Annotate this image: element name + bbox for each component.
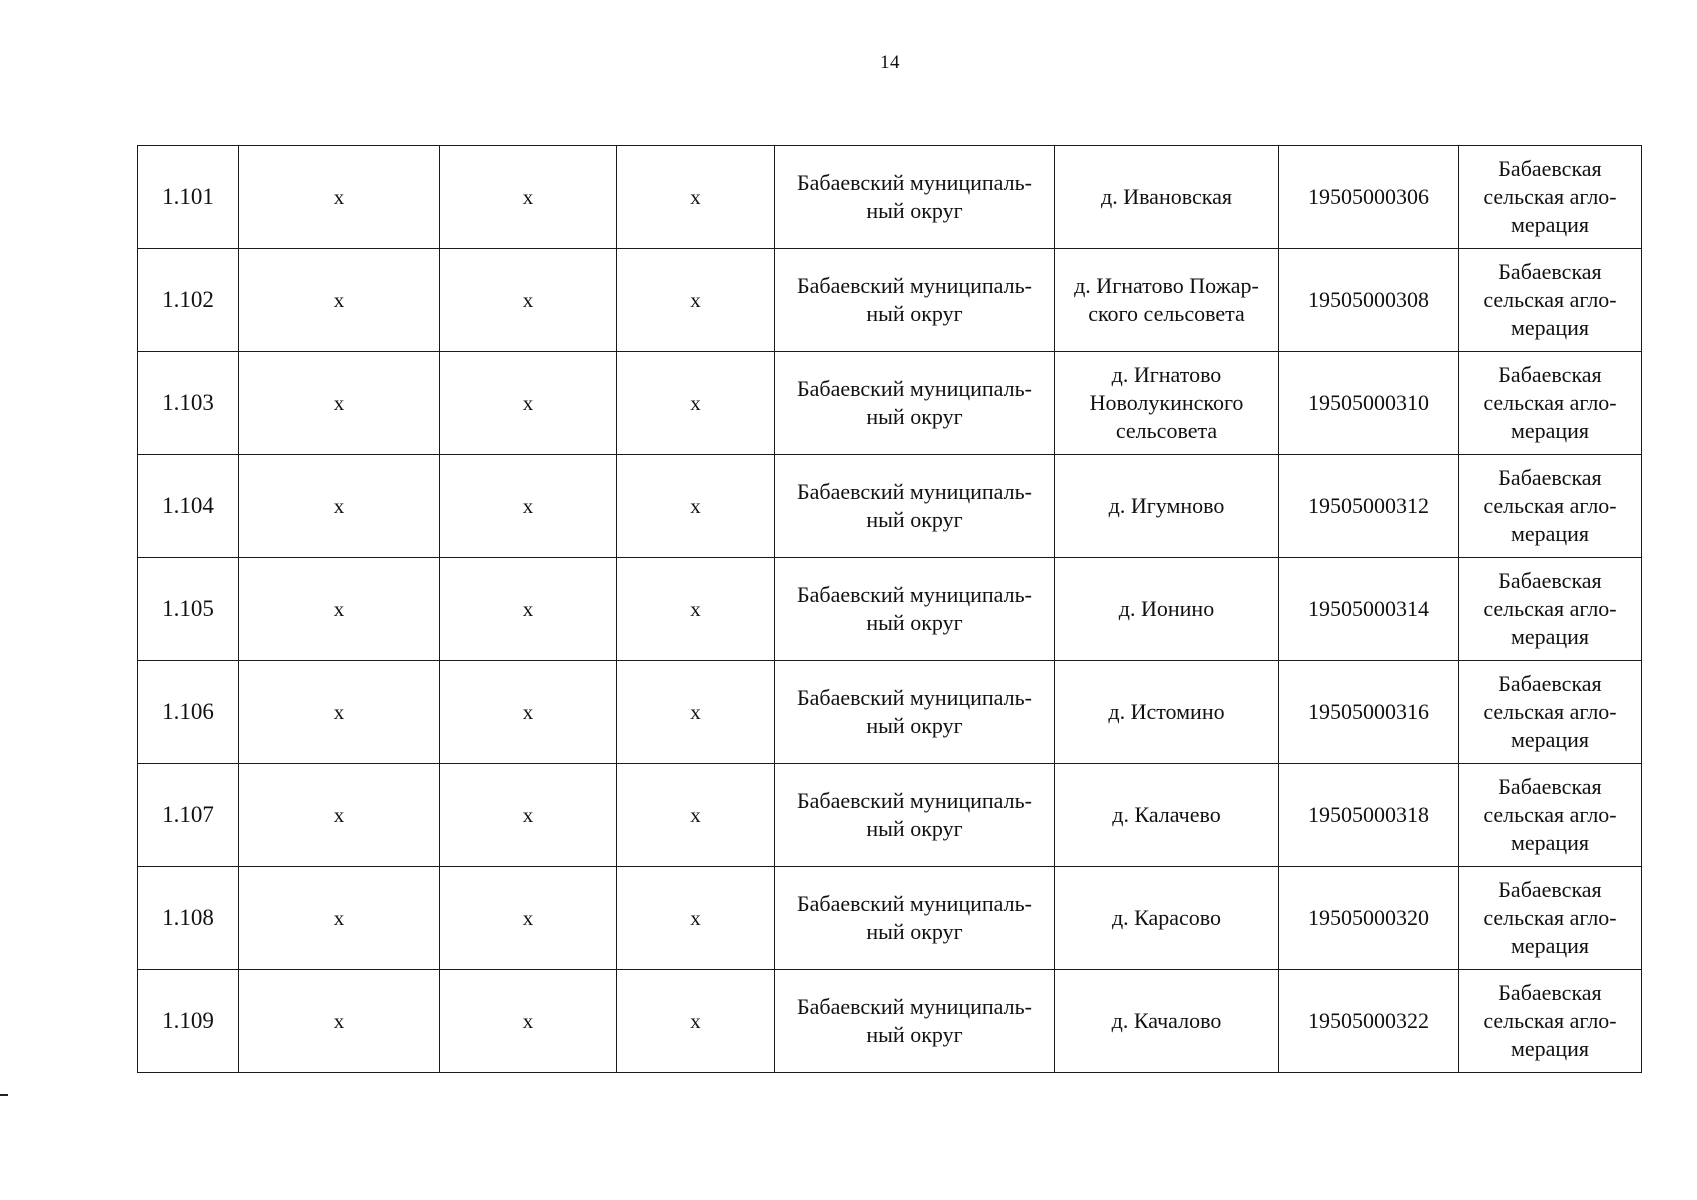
code-cell: 19505000308 — [1279, 249, 1459, 352]
settlement-cell: д. Карасово — [1055, 867, 1279, 970]
table-row — [138, 249, 1642, 352]
table-body — [138, 146, 1642, 1073]
district-cell: Бабаевский муниципаль-ный округ — [775, 970, 1055, 1073]
settlement-cell: д. Игумново — [1055, 455, 1279, 558]
settlement-cell: д. Истомино — [1055, 661, 1279, 764]
row-number-cell: 1.105 — [138, 558, 239, 661]
placeholder-cell: х — [239, 249, 440, 352]
district-cell: Бабаевский муниципаль-ный округ — [775, 661, 1055, 764]
placeholder-cell: х — [617, 146, 775, 249]
row-number-cell: 1.103 — [138, 352, 239, 455]
code-cell: 19505000312 — [1279, 455, 1459, 558]
placeholder-cell: х — [617, 558, 775, 661]
table-row — [138, 970, 1642, 1073]
placeholder-cell: х — [239, 455, 440, 558]
placeholder-cell: х — [617, 661, 775, 764]
table-row — [138, 146, 1642, 249]
placeholder-cell: х — [440, 352, 617, 455]
code-cell: 19505000320 — [1279, 867, 1459, 970]
district-cell: Бабаевский муниципаль-ный округ — [775, 867, 1055, 970]
agglomeration-cell: Бабаевская сельская агло-мерация — [1459, 867, 1642, 970]
placeholder-cell: х — [440, 455, 617, 558]
code-cell: 19505000314 — [1279, 558, 1459, 661]
agglomeration-cell: Бабаевская сельская агло-мерация — [1459, 249, 1642, 352]
agglomeration-cell: Бабаевская сельская агло-мерация — [1459, 764, 1642, 867]
placeholder-cell: х — [440, 867, 617, 970]
row-number-cell: 1.109 — [138, 970, 239, 1073]
placeholder-cell: х — [239, 764, 440, 867]
code-cell: 19505000310 — [1279, 352, 1459, 455]
district-cell: Бабаевский муниципаль-ный округ — [775, 764, 1055, 867]
table-row — [138, 867, 1642, 970]
table-row — [138, 352, 1642, 455]
agglomeration-cell: Бабаевская сельская агло-мерация — [1459, 352, 1642, 455]
table-row — [138, 661, 1642, 764]
table-row — [138, 558, 1642, 661]
district-cell: Бабаевский муниципаль-ный округ — [775, 352, 1055, 455]
table-row — [138, 764, 1642, 867]
placeholder-cell: х — [440, 249, 617, 352]
placeholder-cell: х — [440, 970, 617, 1073]
settlements-table — [137, 145, 1642, 1073]
row-number-cell: 1.108 — [138, 867, 239, 970]
row-number-cell: 1.107 — [138, 764, 239, 867]
row-number-cell: 1.104 — [138, 455, 239, 558]
district-cell: Бабаевский муниципаль-ный округ — [775, 249, 1055, 352]
placeholder-cell: х — [440, 764, 617, 867]
district-cell: Бабаевский муниципаль-ный округ — [775, 455, 1055, 558]
placeholder-cell: х — [239, 970, 440, 1073]
agglomeration-cell: Бабаевская сельская агло-мерация — [1459, 970, 1642, 1073]
code-cell: 19505000322 — [1279, 970, 1459, 1073]
row-number-cell: 1.102 — [138, 249, 239, 352]
placeholder-cell: х — [239, 352, 440, 455]
code-cell: 19505000316 — [1279, 661, 1459, 764]
agglomeration-cell: Бабаевская сельская агло-мерация — [1459, 661, 1642, 764]
settlement-cell: д. Ивановская — [1055, 146, 1279, 249]
settlement-cell: д. Игнатово Пожар-ского сельсовета — [1055, 249, 1279, 352]
placeholder-cell: х — [440, 558, 617, 661]
page-number: 14 — [880, 52, 900, 73]
placeholder-cell: х — [239, 867, 440, 970]
placeholder-cell: х — [440, 146, 617, 249]
placeholder-cell: х — [617, 249, 775, 352]
placeholder-cell: х — [239, 661, 440, 764]
code-cell: 19505000306 — [1279, 146, 1459, 249]
settlement-cell: д. Качалово — [1055, 970, 1279, 1073]
settlement-cell: д. Игнатово Новолукинского сельсовета — [1055, 352, 1279, 455]
placeholder-cell: х — [617, 970, 775, 1073]
agglomeration-cell: Бабаевская сельская агло-мерация — [1459, 146, 1642, 249]
margin-mark — [0, 1094, 8, 1096]
agglomeration-cell: Бабаевская сельская агло-мерация — [1459, 455, 1642, 558]
placeholder-cell: х — [440, 661, 617, 764]
district-cell: Бабаевский муниципаль-ный округ — [775, 558, 1055, 661]
code-cell: 19505000318 — [1279, 764, 1459, 867]
table-row — [138, 455, 1642, 558]
settlement-cell: д. Ионино — [1055, 558, 1279, 661]
placeholder-cell: х — [617, 867, 775, 970]
row-number-cell: 1.101 — [138, 146, 239, 249]
row-number-cell: 1.106 — [138, 661, 239, 764]
placeholder-cell: х — [617, 455, 775, 558]
district-cell: Бабаевский муниципаль-ный округ — [775, 146, 1055, 249]
placeholder-cell: х — [617, 352, 775, 455]
settlement-cell: д. Калачево — [1055, 764, 1279, 867]
placeholder-cell: х — [239, 146, 440, 249]
agglomeration-cell: Бабаевская сельская агло-мерация — [1459, 558, 1642, 661]
placeholder-cell: х — [239, 558, 440, 661]
placeholder-cell: х — [617, 764, 775, 867]
